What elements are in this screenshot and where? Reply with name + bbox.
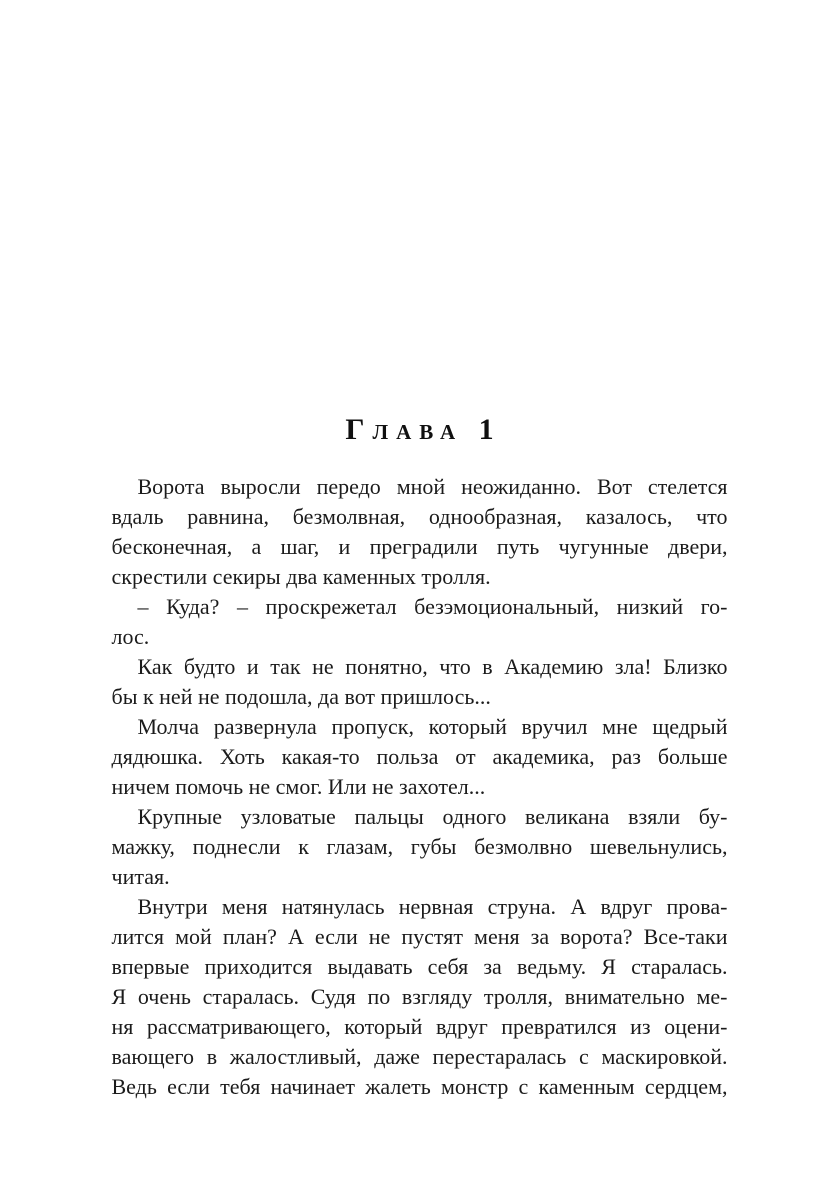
text-line: бесконечная, а шаг, и преградили путь чугунные двери, <box>111 534 728 559</box>
text-line: лос. <box>111 624 150 649</box>
text-line: ничем помочь не смог. Или не захотел... <box>111 774 486 799</box>
text-line: бы к ней не подошла, да вот пришлось... <box>111 684 491 709</box>
paragraph <box>112 592 728 652</box>
text-line: – Куда? – проскрежетал безэмоциональный, низкий го- <box>137 594 728 619</box>
text-line: Я очень старалась. Судя по взгляду тролля, внимательно ме- <box>111 984 728 1009</box>
chapter-heading: Глава 1 <box>345 413 502 446</box>
paragraph <box>112 472 728 592</box>
text-line: Внутри меня натянулась нервная струна. А вдруг прова- <box>137 894 728 919</box>
text-line: Молча развернула пропуск, который вручил мне щедрый <box>137 714 728 739</box>
text-line: Как будто и так не понятно, что в Академию зла! Близко <box>137 654 728 679</box>
paragraph <box>112 892 728 1102</box>
text-line: дядюшка. Хоть какая-то польза от академика, раз больше <box>111 744 728 769</box>
paragraph <box>112 802 728 892</box>
paragraph <box>112 652 728 712</box>
text-line: Крупные узловатые пальцы одного великана взяли бу- <box>137 804 728 829</box>
text-line: мажку, поднесли к глазам, губы безмолвно шевельнулись, <box>111 834 728 859</box>
paragraph <box>112 712 728 802</box>
text-line: лится мой план? А если не пустят меня за ворота? Все-таки <box>111 924 728 949</box>
text-line: впервые приходится выдавать себя за ведьму. Я старалась. <box>111 954 728 979</box>
text-line: ня рассматривающего, который вдруг превратился из оцени- <box>111 1014 728 1039</box>
text-line: вающего в жалостливый, даже перестаралась с маскировкой. <box>111 1044 728 1069</box>
text-line: Ворота выросли передо мной неожиданно. Вот стелется <box>137 474 728 499</box>
text-block <box>112 472 728 1102</box>
text-line: Ведь если тебя начинает жалеть монстр с каменным сердцем, <box>111 1074 728 1099</box>
text-line: скрестили секиры два каменных тролля. <box>111 564 491 589</box>
text-line: читая. <box>111 864 170 889</box>
text-line: вдаль равнина, безмолвная, однообразная, казалось, что <box>111 504 728 529</box>
